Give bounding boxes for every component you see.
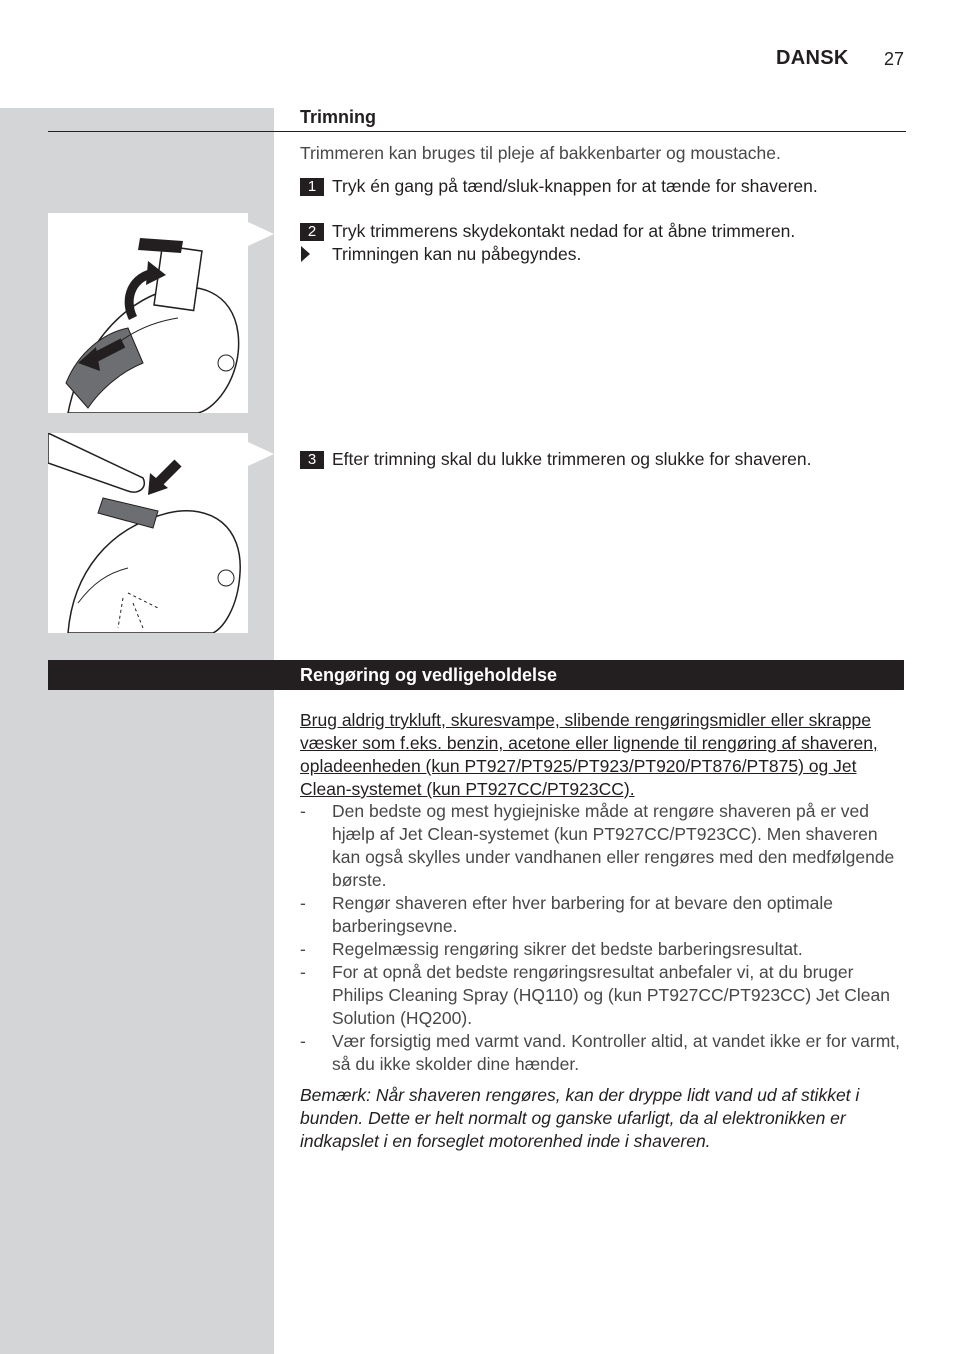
section-heading-cleaning: Rengøring og vedligeholdelse xyxy=(300,665,558,685)
list-item: - Vær forsigtig med varmt vand. Kontroller altid, at vandet ikke er for varmt, så du ikke skolder dine hænder. xyxy=(300,1031,900,1074)
heading-rule xyxy=(48,131,906,132)
list-item-text: Regelmæssig rengøring sikrer det bedste barberingsresultat. xyxy=(332,939,803,959)
section-heading-trimning: Trimning xyxy=(300,107,376,127)
cleaning-bullets xyxy=(300,800,900,1076)
step-text: Efter trimning skal du lukke trimmeren og slukke for shaveren. xyxy=(332,449,812,469)
step-text: Tryk trimmerens skydekontakt nedad for at åbne trimmeren. xyxy=(332,221,796,241)
page-number: 27 xyxy=(884,49,905,69)
cleaning-warning xyxy=(300,709,906,801)
trimning-intro: Trimmeren kan bruges til pleje af bakkenbarter og moustache. xyxy=(300,143,781,163)
step-number: 2 xyxy=(300,223,324,241)
list-item: - Regelmæssig rengøring sikrer det bedste barberingsresultat. xyxy=(300,939,803,959)
step-text: Tryk én gang på tænd/sluk-knappen for at tænde for shaveren. xyxy=(332,176,818,196)
result-marker-icon xyxy=(301,246,310,262)
list-item-text: Rengør shaveren efter hver barbering for at bevare den optimale barberingsevne. xyxy=(332,893,833,936)
list-item-text: Vær forsigtig med varmt vand. Kontroller altid, at vandet ikke er for varmt, så du ikke skolder dine hænder. xyxy=(332,1031,900,1074)
illustration-pointer xyxy=(248,442,274,466)
list-item: - Rengør shaveren efter hver barbering for at bevare den optimale barberingsevne. xyxy=(300,893,833,936)
illustration-pointer xyxy=(248,222,274,246)
language-label: DANSK xyxy=(776,47,849,69)
list-item-text: For at opnå det bedste rengøringsresultat anbefaler vi, at du bruger Philips Cleaning Spray (HQ110) og (kun PT927CC/PT923CC) Jet Clean Solution (HQ200). xyxy=(332,962,890,1028)
close-trimmer-illustration xyxy=(48,433,248,633)
list-item-text: Den bedste og mest hygiejniske måde at rengøre shaveren på er ved hjælp af Jet Clean-systemet (kun PT927CC/PT923CC). Men shaveren kan også skylles under vandhanen eller rengøres med den medfølgende børste. xyxy=(332,801,895,890)
open-trimmer-illustration xyxy=(48,213,248,413)
cleaning-note: Bemærk: Når shaveren rengøres, kan der dryppe lidt vand ud af stikket i bunden. Dette er helt normalt og ganske ufarligt, da al elektronikken er indkapslet i en forseglet motorenhed inde i shaveren. xyxy=(300,1085,860,1151)
step-2-result: Trimningen kan nu påbegyndes. xyxy=(332,244,582,264)
warning-text: Brug aldrig trykluft, skuresvampe, slibende rengøringsmidler eller skrappe væsker som f.eks. benzin, acetone eller lignende til rengøring af shaveren, opladeenheden (kun PT927/PT925/PT923/PT920/PT876/PT875) og Jet Clean-systemet (kun PT927CC/PT923CC). xyxy=(300,710,878,799)
step-number: 3 xyxy=(300,451,324,469)
list-item: - Den bedste og mest hygiejniske måde at rengøre shaveren på er ved hjælp af Jet Clean-systemet (kun PT927CC/PT923CC). Men shaveren kan også skylles under vandhanen eller rengøres med den medfølgende børste. xyxy=(300,801,895,890)
list-item: - For at opnå det bedste rengøringsresultat anbefaler vi, at du bruger Philips Cleaning Spray (HQ110) og (kun PT927CC/PT923CC) Jet Clean Solution (HQ200). xyxy=(300,962,890,1028)
section-bar-cleaning xyxy=(48,660,904,690)
step-number: 1 xyxy=(300,178,324,196)
